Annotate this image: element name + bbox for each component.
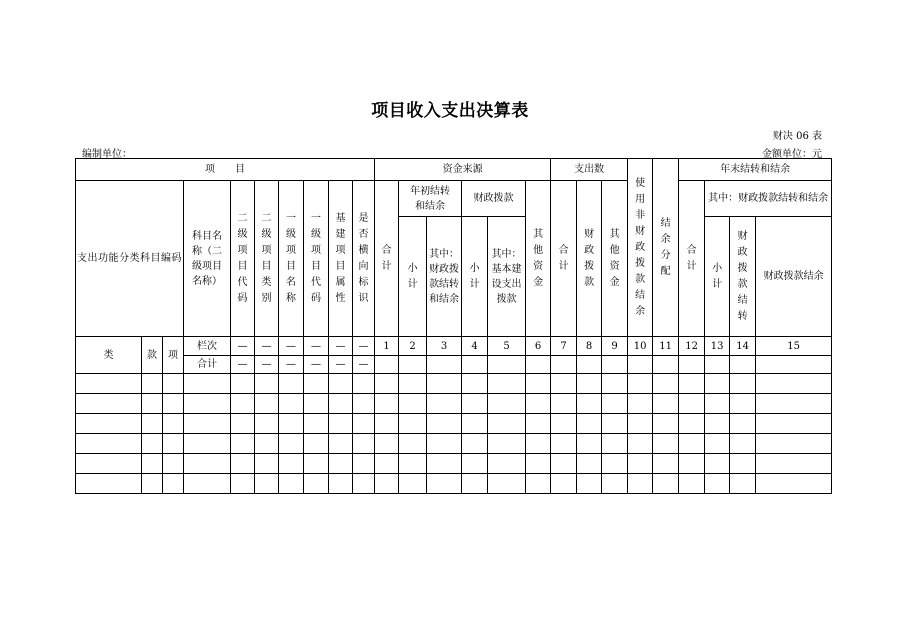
blank-cell[interactable]: [602, 454, 628, 474]
class-kuan: 款: [142, 337, 163, 374]
total-cell[interactable]: [462, 356, 488, 374]
header-subject-name: 科目名称（二级项目名称）: [184, 181, 231, 337]
dash-cell: —: [329, 337, 353, 356]
column-number: 14: [730, 337, 756, 356]
total-cell[interactable]: [730, 356, 756, 374]
blank-cell[interactable]: [526, 474, 551, 494]
dash-cell: —: [353, 337, 375, 356]
blank-cell[interactable]: [329, 474, 353, 494]
blank-cell[interactable]: [653, 434, 679, 454]
blank-cell[interactable]: [551, 374, 577, 394]
blank-cell[interactable]: [730, 394, 756, 414]
dash-cell: —: [231, 356, 255, 374]
header-exp-other: 其他资金: [602, 181, 628, 337]
column-number: 6: [526, 337, 551, 356]
blank-cell[interactable]: [526, 414, 551, 434]
blank-cell[interactable]: [279, 394, 304, 414]
blank-cell[interactable]: [255, 434, 279, 454]
blank-cell[interactable]: [602, 414, 628, 434]
blank-cell[interactable]: [653, 454, 679, 474]
header-use-non-fiscal: 使用非财政拨款结余: [628, 159, 653, 337]
blank-cell[interactable]: [76, 454, 142, 474]
blank-cell[interactable]: [427, 474, 462, 494]
total-cell[interactable]: [653, 356, 679, 374]
total-cell[interactable]: [756, 356, 832, 374]
blank-cell[interactable]: [653, 414, 679, 434]
blank-cell[interactable]: [163, 414, 184, 434]
blank-cell[interactable]: [255, 454, 279, 474]
header-project: 项 目: [76, 159, 375, 181]
table-row: [76, 374, 832, 394]
blank-cell[interactable]: [462, 414, 488, 434]
blank-cell[interactable]: [76, 374, 142, 394]
blank-cell[interactable]: [142, 414, 163, 434]
blank-cell[interactable]: [462, 394, 488, 414]
blank-cell[interactable]: [462, 434, 488, 454]
project-income-expenditure-table: [75, 158, 832, 494]
blank-cell[interactable]: [577, 454, 602, 474]
blank-cell[interactable]: [577, 394, 602, 414]
blank-cell[interactable]: [76, 394, 142, 414]
blank-cell[interactable]: [329, 394, 353, 414]
blank-cell[interactable]: [705, 434, 730, 454]
header-func-class-code: 支出功能分类科目编码: [76, 181, 184, 337]
table-row: [76, 434, 832, 454]
blank-cell[interactable]: [628, 374, 653, 394]
blank-cell[interactable]: [255, 374, 279, 394]
blank-cell[interactable]: [353, 434, 375, 454]
blank-cell[interactable]: [279, 434, 304, 454]
blank-cell[interactable]: [756, 434, 832, 454]
total-cell[interactable]: [602, 356, 628, 374]
header-ye-fiscal-surplus: 财政拨款结余: [756, 217, 832, 337]
blank-cell[interactable]: [375, 394, 399, 414]
blank-cell[interactable]: [163, 474, 184, 494]
blank-cell[interactable]: [653, 474, 679, 494]
header-other-funds: 其他资金: [526, 181, 551, 337]
dash-cell: —: [304, 356, 329, 374]
blank-cell[interactable]: [577, 434, 602, 454]
blank-cell[interactable]: [184, 454, 231, 474]
blank-cell[interactable]: [488, 434, 526, 454]
blank-cell[interactable]: [76, 434, 142, 454]
blank-cell[interactable]: [142, 374, 163, 394]
column-number: 9: [602, 337, 628, 356]
header-fiscal-appropriation: 财政拨款: [462, 181, 526, 217]
blank-cell[interactable]: [142, 394, 163, 414]
blank-cell[interactable]: [231, 374, 255, 394]
blank-cell[interactable]: [279, 414, 304, 434]
dash-cell: —: [304, 337, 329, 356]
header-surplus-allocation: 结余分配: [653, 159, 679, 337]
class-xiang: 项: [163, 337, 184, 374]
header-beginning: 年初结转和结余: [399, 181, 462, 217]
blank-cell[interactable]: [756, 414, 832, 434]
header-exp-total: 合计: [551, 181, 577, 337]
column-number: 5: [488, 337, 526, 356]
header-of-which-fiscal-carry: 其中：财政拨款结转和结余: [427, 217, 462, 337]
blank-cell[interactable]: [679, 434, 705, 454]
blank-cell[interactable]: [375, 434, 399, 454]
row-label-total: 合计: [184, 356, 231, 374]
blank-cell[interactable]: [488, 474, 526, 494]
blank-cell[interactable]: [756, 474, 832, 494]
column-number: 15: [756, 337, 832, 356]
blank-cell[interactable]: [679, 474, 705, 494]
column-number: 10: [628, 337, 653, 356]
blank-cell[interactable]: [730, 474, 756, 494]
blank-cell[interactable]: [184, 474, 231, 494]
blank-cell[interactable]: [602, 374, 628, 394]
blank-cell[interactable]: [375, 474, 399, 494]
blank-cell[interactable]: [184, 434, 231, 454]
blank-cell[interactable]: [399, 394, 427, 414]
blank-cell[interactable]: [602, 394, 628, 414]
blank-cell[interactable]: [142, 454, 163, 474]
blank-cell[interactable]: [163, 394, 184, 414]
blank-cell[interactable]: [628, 474, 653, 494]
blank-cell[interactable]: [231, 394, 255, 414]
blank-cell[interactable]: [279, 474, 304, 494]
column-number: 3: [427, 337, 462, 356]
total-cell[interactable]: [705, 356, 730, 374]
blank-cell[interactable]: [705, 414, 730, 434]
blank-cell[interactable]: [375, 414, 399, 434]
header-beginning-subtotal: 小计: [399, 217, 427, 337]
blank-cell[interactable]: [756, 394, 832, 414]
blank-cell[interactable]: [488, 374, 526, 394]
header-funding-source: 资金来源: [375, 159, 551, 181]
header-fiscal-subtotal: 小计: [462, 217, 488, 337]
header-level1-name: 一级项目名称: [279, 181, 304, 337]
blank-cell[interactable]: [526, 374, 551, 394]
total-cell[interactable]: [526, 356, 551, 374]
header-ye-fiscal-carry: 财政拨款结转: [730, 217, 756, 337]
amount-unit-label: 金额单位：元: [762, 149, 822, 160]
column-number: 12: [679, 337, 705, 356]
blank-cell[interactable]: [756, 374, 832, 394]
blank-cell[interactable]: [679, 454, 705, 474]
blank-cell[interactable]: [353, 414, 375, 434]
column-number: 13: [705, 337, 730, 356]
blank-cell[interactable]: [304, 454, 329, 474]
blank-cell[interactable]: [756, 454, 832, 474]
blank-cell[interactable]: [653, 394, 679, 414]
blank-cell[interactable]: [551, 434, 577, 454]
blank-cell[interactable]: [427, 374, 462, 394]
blank-cell[interactable]: [255, 474, 279, 494]
class-lei: 类: [76, 337, 142, 374]
blank-cell[interactable]: [679, 394, 705, 414]
table-row: [76, 474, 832, 494]
dash-cell: —: [329, 356, 353, 374]
column-number: 11: [653, 337, 679, 356]
column-number: 8: [577, 337, 602, 356]
dash-cell: —: [255, 337, 279, 356]
blank-cell[interactable]: [304, 434, 329, 454]
blank-cell[interactable]: [730, 414, 756, 434]
blank-cell[interactable]: [231, 414, 255, 434]
header-fund-total: 合计: [375, 181, 399, 337]
total-cell[interactable]: [427, 356, 462, 374]
blank-cell[interactable]: [488, 414, 526, 434]
dash-cell: —: [353, 356, 375, 374]
blank-cell[interactable]: [551, 394, 577, 414]
blank-cell[interactable]: [163, 454, 184, 474]
blank-cell[interactable]: [526, 434, 551, 454]
dash-cell: —: [255, 356, 279, 374]
blank-cell[interactable]: [163, 434, 184, 454]
blank-cell[interactable]: [304, 374, 329, 394]
blank-cell[interactable]: [279, 454, 304, 474]
blank-cell[interactable]: [427, 414, 462, 434]
blank-cell[interactable]: [329, 454, 353, 474]
blank-cell[interactable]: [526, 394, 551, 414]
blank-cell[interactable]: [304, 414, 329, 434]
blank-cell[interactable]: [679, 414, 705, 434]
blank-cell[interactable]: [353, 454, 375, 474]
table-row: [76, 414, 832, 434]
header-ye-of-which: 其中：财政拨款结转和结余: [705, 181, 832, 217]
blank-cell[interactable]: [76, 474, 142, 494]
blank-cell[interactable]: [375, 374, 399, 394]
blank-cell[interactable]: [231, 474, 255, 494]
blank-cell[interactable]: [551, 454, 577, 474]
blank-cell[interactable]: [163, 374, 184, 394]
blank-cell[interactable]: [551, 414, 577, 434]
blank-cell[interactable]: [304, 474, 329, 494]
header-ye-subtotal: 小计: [705, 217, 730, 337]
blank-cell[interactable]: [399, 414, 427, 434]
dash-cell: —: [231, 337, 255, 356]
header-level1-code: 一级项目代码: [304, 181, 329, 337]
blank-cell[interactable]: [329, 434, 353, 454]
blank-cell[interactable]: [679, 374, 705, 394]
column-number: 1: [375, 337, 399, 356]
blank-cell[interactable]: [705, 474, 730, 494]
blank-cell[interactable]: [462, 374, 488, 394]
blank-cell[interactable]: [255, 394, 279, 414]
blank-cell[interactable]: [462, 454, 488, 474]
blank-cell[interactable]: [399, 374, 427, 394]
blank-cell[interactable]: [231, 434, 255, 454]
blank-cell[interactable]: [602, 474, 628, 494]
blank-cell[interactable]: [231, 454, 255, 474]
blank-cell[interactable]: [353, 374, 375, 394]
blank-cell[interactable]: [399, 474, 427, 494]
blank-cell[interactable]: [399, 434, 427, 454]
header-expenditure: 支出数: [551, 159, 628, 181]
blank-cell[interactable]: [462, 474, 488, 494]
form-number: 财决 06 表: [772, 131, 822, 142]
blank-cell[interactable]: [399, 454, 427, 474]
blank-cell[interactable]: [427, 394, 462, 414]
total-cell[interactable]: [399, 356, 427, 374]
dash-cell: —: [279, 356, 304, 374]
dash-cell: —: [279, 337, 304, 356]
blank-cell[interactable]: [653, 374, 679, 394]
header-year-end: 年末结转和结余: [679, 159, 832, 181]
page-title: 项目收入支出决算表: [371, 101, 529, 121]
blank-cell[interactable]: [184, 414, 231, 434]
column-number: 2: [399, 337, 427, 356]
header-is-horizontal: 是否横向标识: [353, 181, 375, 337]
blank-cell[interactable]: [488, 454, 526, 474]
blank-cell[interactable]: [184, 374, 231, 394]
header-ye-total: 合计: [679, 181, 705, 337]
blank-cell[interactable]: [279, 374, 304, 394]
blank-cell[interactable]: [427, 454, 462, 474]
header-exp-fiscal: 财政拨款: [577, 181, 602, 337]
column-number: 7: [551, 337, 577, 356]
column-number: 4: [462, 337, 488, 356]
blank-cell[interactable]: [427, 434, 462, 454]
blank-cell[interactable]: [730, 454, 756, 474]
blank-cell[interactable]: [628, 454, 653, 474]
blank-cell[interactable]: [255, 414, 279, 434]
blank-cell[interactable]: [329, 374, 353, 394]
total-cell[interactable]: [577, 356, 602, 374]
blank-cell[interactable]: [628, 414, 653, 434]
blank-cell[interactable]: [730, 374, 756, 394]
blank-cell[interactable]: [705, 454, 730, 474]
table-row: [76, 394, 832, 414]
blank-cell[interactable]: [628, 394, 653, 414]
blank-cell[interactable]: [705, 394, 730, 414]
blank-cell[interactable]: [184, 394, 231, 414]
blank-cell[interactable]: [488, 394, 526, 414]
blank-cell[interactable]: [551, 474, 577, 494]
blank-cell[interactable]: [353, 474, 375, 494]
blank-cell[interactable]: [329, 414, 353, 434]
blank-cell[interactable]: [142, 434, 163, 454]
blank-cell[interactable]: [577, 414, 602, 434]
blank-cell[interactable]: [730, 434, 756, 454]
header-level2-type: 二级项目类别: [255, 181, 279, 337]
blank-cell[interactable]: [353, 394, 375, 414]
blank-cell[interactable]: [577, 474, 602, 494]
total-cell[interactable]: [679, 356, 705, 374]
blank-cell[interactable]: [628, 434, 653, 454]
blank-cell[interactable]: [602, 434, 628, 454]
blank-cell[interactable]: [705, 374, 730, 394]
blank-cell[interactable]: [577, 374, 602, 394]
header-level2-code: 二级项目代码: [231, 181, 255, 337]
blank-cell[interactable]: [375, 454, 399, 474]
total-cell[interactable]: [375, 356, 399, 374]
blank-cell[interactable]: [76, 414, 142, 434]
blank-cell[interactable]: [304, 394, 329, 414]
total-cell[interactable]: [488, 356, 526, 374]
table-row: [76, 454, 832, 474]
row-label-column-no: 栏次: [184, 337, 231, 356]
blank-cell[interactable]: [142, 474, 163, 494]
header-construction-attr: 基建项目属性: [329, 181, 353, 337]
total-cell[interactable]: [551, 356, 577, 374]
total-cell[interactable]: [628, 356, 653, 374]
blank-cell[interactable]: [526, 454, 551, 474]
header-of-which-capital: 其中：基本建设支出拨款: [488, 217, 526, 337]
compiling-unit-label: 编制单位：: [82, 149, 132, 160]
